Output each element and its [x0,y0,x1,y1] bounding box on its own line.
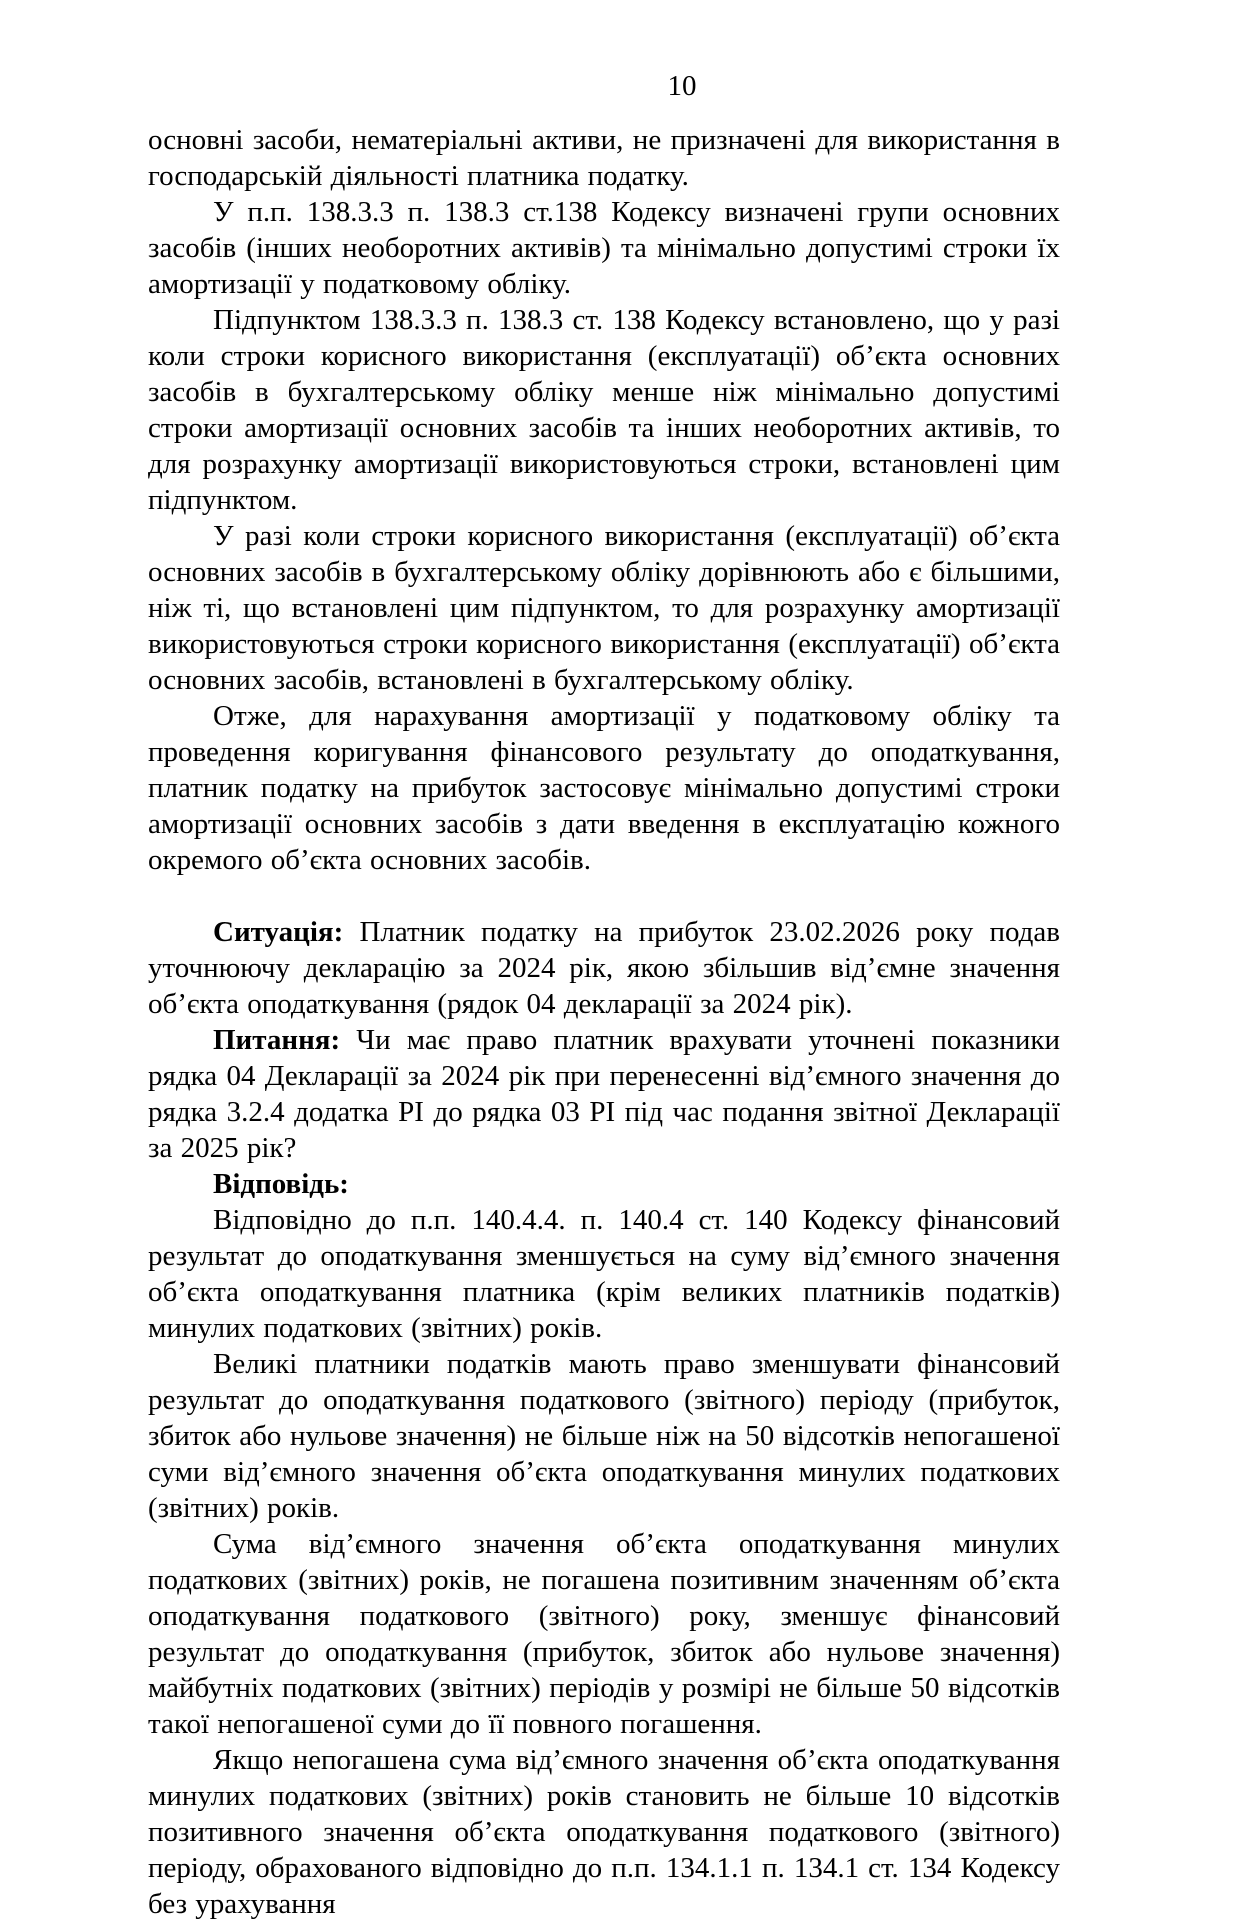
paragraph-text: У п.п. 138.3.3 п. 138.3 ст.138 Кодексу визначені групи основних засобів (інших необоротних активів) та мінімально допустимі строки їх амортизації у податковому обліку. [148,196,1060,300]
paragraph-label-situation: Ситуація: [213,916,344,948]
paragraph-text: У разі коли строки корисного використання (експлуатації) об’єкта основних засобів в бухгалтерському обліку дорівнюють або є більшими, ніж ті, що встановлені цим підпунктом, то для розрахунку амортизації використовуються строки корисного використання (експлуатації) об’єкта основних засобів, встановлені в бухгалтерському обліку. [148,520,1060,696]
paragraph-continuation [148,122,1060,194]
paragraph-codex-140-4-4 [148,1202,1060,1346]
paragraph-subitem-138-equal [148,518,1060,698]
paragraph-situation [148,914,1060,1022]
paragraph-conclusion-amortization [148,698,1060,878]
paragraph-large-taxpayers [148,1346,1060,1526]
paragraph-text: Чи має право платник врахувати уточнені показники рядка 04 Декларації за 2024 рік при перенесенні від’ємного значення до рядка 3.2.4 додатка РІ до рядка 03 РІ під час подання звітної Декларації за 2025 рік? [148,1024,1060,1164]
paragraph-text: Якщо непогашена сума від’ємного значення об’єкта оподаткування минулих податкових (звітних) років становить не більше 10 відсотків позитивного значення об’єкта оподаткування податкового (звітного) періоду, обрахованого відповідно до п.п. 134.1.1 п. 134.1 ст. 134 Кодексу без урахування [148,1744,1060,1920]
paragraph-label-answer: Відповідь: [213,1168,349,1200]
paragraph-text: Великі платники податків мають право зменшувати фінансовий результат до оподаткування податкового (звітного) періоду (прибуток, збиток або нульове значення) не більше ніж на 50 відсотків непогашеної суми від’ємного значення об’єкта оподаткування минулих податкових (звітних) років. [148,1348,1060,1524]
paragraph-text: Платник податку на прибуток 23.02.2026 року подав уточнюючу декларацію за 2024 рік, якою збільшив від’ємне значення об’єкта оподаткування (рядок 04 декларації за 2024 рік). [148,916,1060,1020]
paragraph-if-unredeemed-10-percent [148,1742,1060,1922]
paragraph-subitem-138-less [148,302,1060,518]
paragraph-answer-heading [148,1166,1060,1202]
paragraph-text: Підпунктом 138.3.3 п. 138.3 ст. 138 Кодексу встановлено, що у разі коли строки корисного використання (експлуатації) об’єкта основних засобів в бухгалтерському обліку менше ніж мінімально допустимі строки амортизації основних засобів та інших необоротних активів, то для розрахунку амортизації використовуються строки, встановлені цим підпунктом. [148,304,1060,516]
paragraph-text: Відповідно до п.п. 140.4.4. п. 140.4 ст. 140 Кодексу фінансовий результат до оподаткування зменшується на суму від’ємного значення об’єкта оподаткування платника (крім великих платників податків) минулих податкових (звітних) років. [148,1204,1060,1344]
paragraph-codex-138-groups [148,194,1060,302]
paragraph-question [148,1022,1060,1166]
paragraph-text: Сума від’ємного значення об’єкта оподаткування минулих податкових (звітних) років, не погашена позитивним значенням об’єкта оподаткування податкового (звітного) року, зменшує фінансовий результат до оподаткування (прибуток, збиток або нульове значення) майбутніх податкових (звітних) періодів у розмірі не більше 50 відсотків такої непогашеної суми до її повного погашення. [148,1528,1060,1740]
page-number: 10 [667,70,697,102]
paragraph-text: основні засоби, нематеріальні активи, не призначені для використання в господарській діяльності платника податку. [148,124,1060,192]
paragraph-text: Отже, для нарахування амортизації у податковому обліку та проведення коригування фінансового результату до оподаткування, платник податку на прибуток застосовує мінімально допустимі строки амортизації основних засобів з дати введення в експлуатацію кожного окремого об’єкта основних засобів. [148,700,1060,876]
paragraph-unredeemed-sum [148,1526,1060,1742]
paragraph-label-question: Питання: [213,1024,341,1056]
